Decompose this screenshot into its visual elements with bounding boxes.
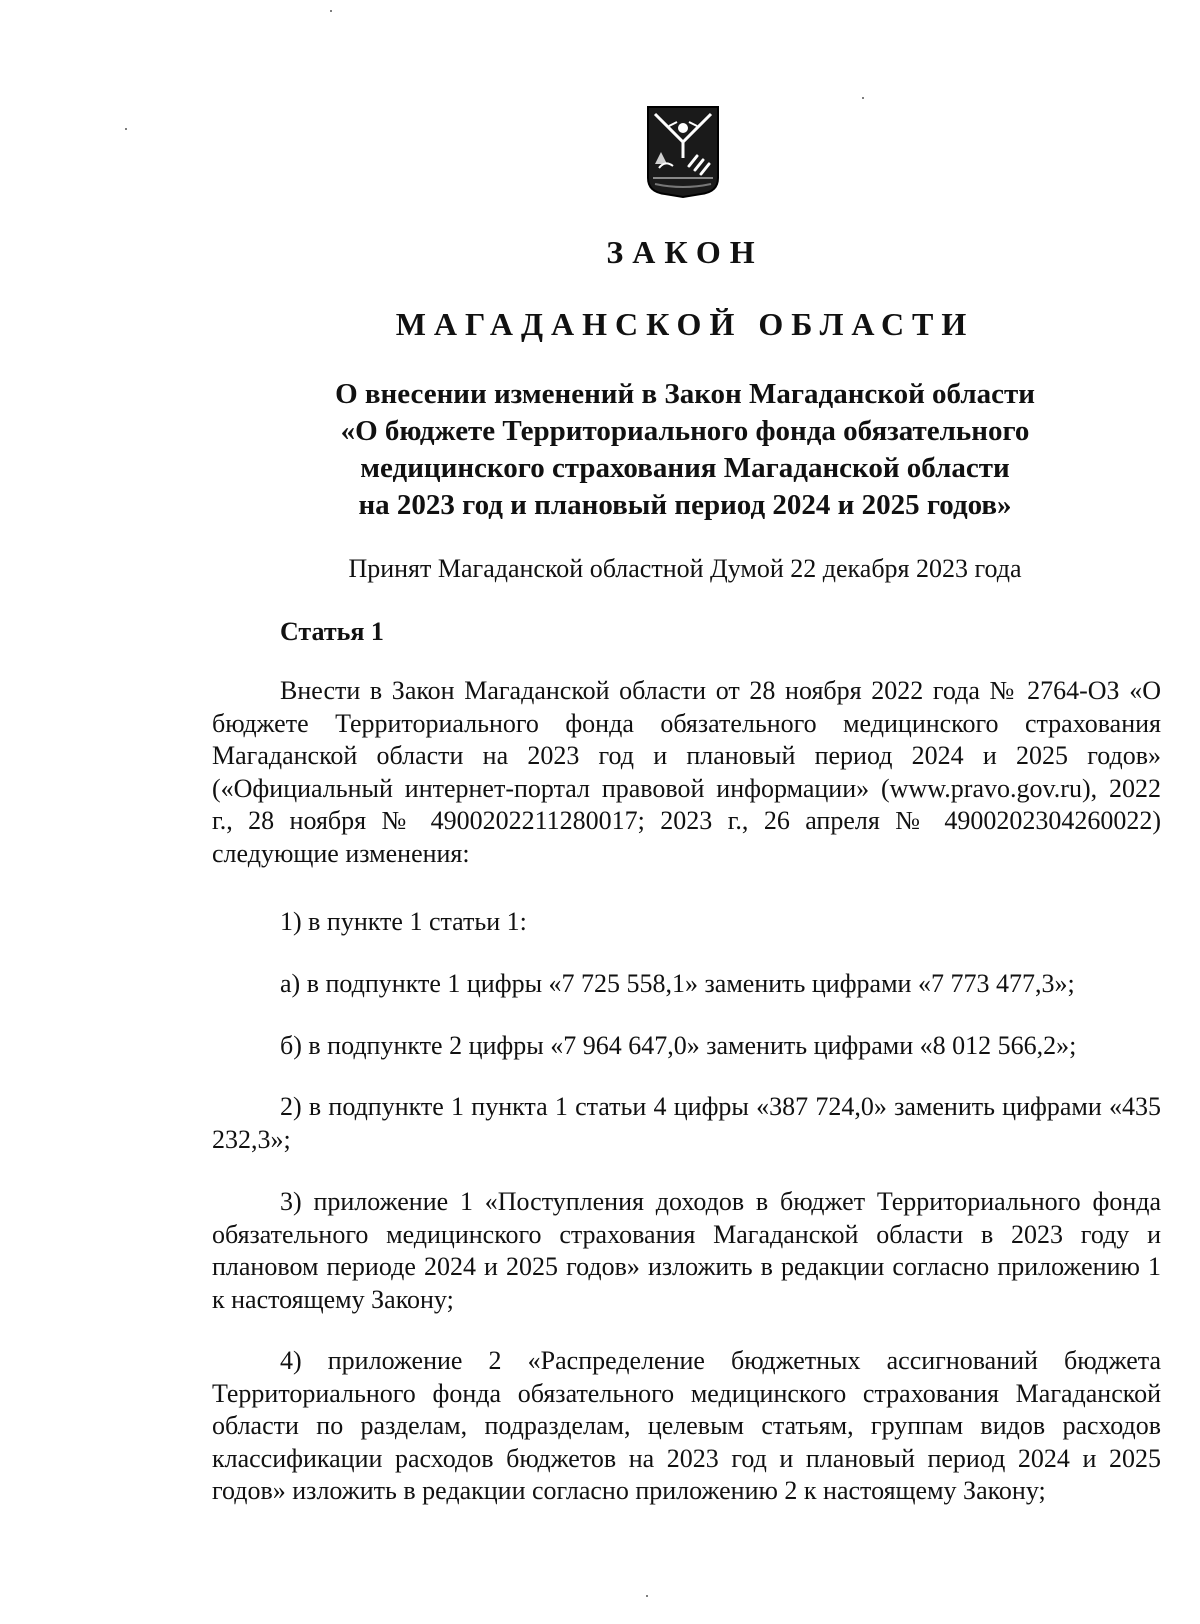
scan-speck	[862, 97, 864, 99]
scan-speck	[646, 1595, 648, 1597]
scan-speck	[125, 128, 127, 130]
article-paragraph: 1) в пункте 1 статьи 1:	[280, 907, 527, 936]
scan-speck	[330, 10, 332, 12]
adoption-statement: Принят Магаданской областной Думой 22 декабря 2023 года	[348, 554, 1022, 583]
law-title	[240, 376, 1130, 524]
law-title-line: «О бюджете Территориального фонда обязательного	[340, 415, 1030, 447]
article-paragraph: б) в подпункте 2 цифры «7 964 647,0» заменить цифрами «8 012 566,2»;	[280, 1031, 1077, 1060]
article-paragraph: а) в подпункте 1 цифры «7 725 558,1» заменить цифрами «7 773 477,3»;	[280, 969, 1075, 998]
article-paragraph: Внести в Закон Магаданской области от 28 ноября 2022 года № 2764-ОЗ «О бюджете Территориального фонда обязательного медицинского страхования Магаданской области на 2023 год и плановый период 2024 и 2025 годов» («Официальный интернет-портал правовой информации» (www.pravo.gov.ru), 2022 г., 28 ноября № 4900202211280017; 2023 г., 26 апреля № 4900202304260022) следующие изменения:	[212, 676, 1161, 868]
article-paragraph: 4) приложение 2 «Распределение бюджетных ассигнований бюджета Территориального фонда обязательного медицинского страхования Магаданской области по разделам, подразделам, целевым статьям, группам видов расходов классификации расходов бюджетов на 2023 год и плановый период 2024 и 2025 годов» изложить в редакции согласно приложению 2 к настоящему Закону;	[212, 1346, 1161, 1505]
article-paragraph: 2) в подпункте 1 пункта 1 статьи 4 цифры «387 724,0» заменить цифрами «435 232,3»;	[212, 1092, 1161, 1154]
law-title-line: О внесении изменений в Закон Магаданской области	[335, 378, 1035, 410]
law-word: ЗАКОН	[606, 234, 764, 270]
coat-of-arms-icon	[645, 104, 721, 200]
article-heading: Статья 1	[280, 617, 384, 646]
law-title-line: медицинского страхования Магаданской области	[360, 452, 1010, 484]
article-paragraph: 3) приложение 1 «Поступления доходов в бюджет Территориального фонда обязательного медицинского страхования Магаданской области в 2023 году и плановом периоде 2024 и 2025 годов» изложить в редакции согласно приложению 1 к настоящему Закону;	[212, 1187, 1161, 1314]
law-title-line: на 2023 год и плановый период 2024 и 2025 годов»	[358, 489, 1012, 521]
region-title: МАГАДАНСКОЙ ОБЛАСТИ	[395, 306, 975, 342]
